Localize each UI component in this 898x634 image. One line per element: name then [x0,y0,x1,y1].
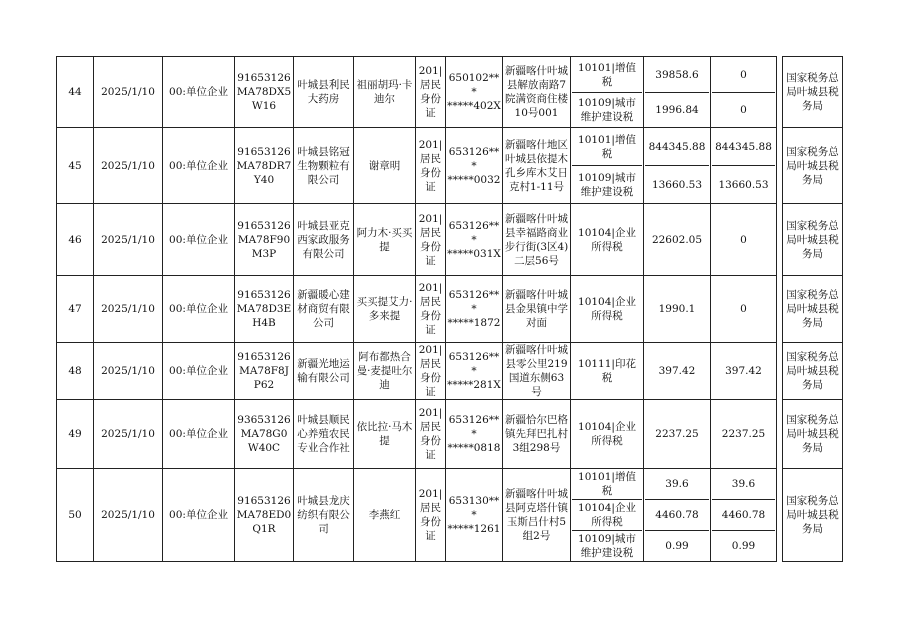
tax-owed-cell: 844345.88 [715,140,772,153]
tax-item-cell: 10109|城市维护建设税 [572,92,642,127]
id-number: 653130*** *****1261 [446,469,503,562]
row-number: 47 [57,276,94,343]
business-address: 新疆喀什叶城县幸福路商业步行街(3区4)二层56号 [503,204,571,276]
id-type: 201|居民身份证 [416,469,446,562]
row-date: 2025/1/10 [94,343,163,400]
taxpayer-type: 00:单位企业 [163,128,235,204]
tax-item-cell: 10109|城市维护建设税 [572,531,642,562]
table-row [57,128,843,204]
credit-code: 91653126MA78DX5W16 [235,57,294,128]
id-type: 201|居民身份证 [416,276,446,343]
tax-item-cell: 10104|企业所得税 [578,296,636,322]
id-number: 653126*** *****281X [446,343,503,400]
taxpayer-type: 00:单位企业 [163,400,235,469]
tax-item-cell: 10111|印花税 [578,358,636,384]
tax-owed-cell: 0 [740,68,747,81]
table-row [57,57,843,128]
taxpayer-name: 新疆暖心建材商贸有限公司 [294,276,354,343]
id-type: 201|居民身份证 [416,57,446,128]
business-address: 新疆喀什叶城县零公里219国道东侧63号 [503,343,571,400]
row-date: 2025/1/10 [94,57,163,128]
credit-code: 93653126MA78G0W40C [235,400,294,469]
business-address: 新疆喀什叶城县解放南路7院满资商住楼10号001 [503,57,571,128]
tax-owed [711,204,777,276]
taxpayer-name: 叶城县龙庆纺织有限公司 [294,469,354,562]
business-address: 新疆恰尔巴格镇先拜巴扎村3组298号 [503,400,571,469]
legal-representative: 阿布都热合曼·麦提吐尔迪 [354,343,416,400]
legal-representative: 谢章明 [354,128,416,204]
legal-representative: 买买提艾力·多来提 [354,276,416,343]
tax-amount [644,57,711,128]
credit-code: 91653126MA78ED0Q1R [235,469,294,562]
id-number: 653126*** *****0818 [446,400,503,469]
tax-item [571,276,644,343]
tax-amount [644,276,711,343]
tax-amount-cell: 39.6 [665,478,689,490]
tax-authority: 国家税务总局叶城县税务局 [783,469,843,562]
tax-owed [711,400,777,469]
id-type: 201|居民身份证 [416,128,446,204]
credit-code: 91653126MA78F8JP62 [235,343,294,400]
taxpayer-type: 00:单位企业 [163,469,235,562]
tax-arrears-table [56,56,843,562]
tax-amount-cell: 1996.84 [645,92,709,127]
legal-representative: 李燕红 [354,469,416,562]
tax-amount-cell: 0.99 [645,531,709,562]
id-type: 201|居民身份证 [416,400,446,469]
tax-authority: 国家税务总局叶城县税务局 [783,204,843,276]
table-row [57,276,843,343]
tax-owed-cell: 397.42 [725,365,762,377]
tax-owed-cell: 39.6 [731,478,756,490]
row-date: 2025/1/10 [94,469,163,562]
tax-item-cell: 10101|增值税 [578,471,636,497]
tax-owed-cell: 2237.25 [721,428,766,440]
row-number: 44 [57,57,94,128]
tax-owed [711,128,777,204]
tax-item-cell: 10104|企业所得税 [578,226,636,253]
business-address: 新疆喀什叶城县金果镇中学对面 [503,276,571,343]
row-number: 50 [57,469,94,562]
legal-representative: 阿力木·买买提 [354,204,416,276]
credit-code: 91653126MA78D3EH4B [235,276,294,343]
tax-owed [711,343,777,400]
tax-amount-cell: 13660.53 [645,166,709,204]
id-number: 653126*** *****1872 [446,276,503,343]
taxpayer-type: 00:单位企业 [163,276,235,343]
tax-item [571,204,644,276]
tax-owed-cell: 13660.53 [712,166,775,204]
business-address: 新疆喀什叶城县阿克塔什镇玉斯吕什村5组2号 [503,469,571,562]
id-type: 201|居民身份证 [416,343,446,400]
tax-item-cell: 10104|企业所得税 [578,421,636,447]
tax-item [571,400,644,469]
tax-owed [711,276,777,343]
tax-owed [711,57,777,128]
taxpayer-type: 00:单位企业 [163,204,235,276]
tax-owed-cell: 0 [740,303,747,315]
tax-amount [644,204,711,276]
taxpayer-name: 新疆光地运输有限公司 [294,343,354,400]
tax-amount-cell: 1990.1 [658,303,696,315]
tax-amount-cell: 844345.88 [648,140,706,153]
taxpayer-name: 叶城县利民大药房 [294,57,354,128]
taxpayer-type: 00:单位企业 [163,343,235,400]
row-date: 2025/1/10 [94,276,163,343]
credit-code: 91653126MA78DR7Y40 [235,128,294,204]
tax-item [571,57,644,128]
tax-owed-cell: 4460.78 [712,500,775,531]
id-number: 653126*** *****031X [446,204,503,276]
taxpayer-name: 叶城县顺民心养殖农民专业合作社 [294,400,354,469]
tax-authority: 国家税务总局叶城县税务局 [783,400,843,469]
row-number: 46 [57,204,94,276]
row-number: 48 [57,343,94,400]
tax-amount-cell: 4460.78 [645,500,709,531]
id-number: 650102*** *****402X [446,57,503,128]
table-row [57,204,843,276]
tax-item [571,343,644,400]
tax-owed-cell: 0 [712,92,775,127]
tax-owed-cell: 0.99 [712,531,775,562]
taxpayer-name: 叶城县铭冠生物颗粒有限公司 [294,128,354,204]
legal-representative: 依比拉·马木提 [354,400,416,469]
table-row [57,343,843,400]
tax-owed-cell: 0 [740,233,747,246]
row-number: 45 [57,128,94,204]
tax-amount [644,128,711,204]
tax-owed [711,469,777,562]
tax-amount-cell: 2237.25 [655,428,699,440]
tax-amount [644,343,711,400]
tax-item-cell: 10109|城市维护建设税 [572,166,642,204]
tax-authority: 国家税务总局叶城县税务局 [783,343,843,400]
tax-item-cell: 10101|增值税 [578,133,636,160]
tax-amount [644,469,711,562]
id-number: 653126*** *****0032 [446,128,503,204]
business-address: 新疆喀什地区叶城县依提木孔乡库木艾日克村1-11号 [503,128,571,204]
tax-authority: 国家税务总局叶城县税务局 [783,128,843,204]
legal-representative: 祖丽胡玛·卡迪尔 [354,57,416,128]
taxpayer-name: 叶城县亚克西家政服务有限公司 [294,204,354,276]
tax-amount [644,400,711,469]
tax-amount-cell: 22602.05 [651,233,703,246]
tax-authority: 国家税务总局叶城县税务局 [783,57,843,128]
table-row [57,400,843,469]
table-row [57,469,843,562]
row-number: 49 [57,400,94,469]
row-date: 2025/1/10 [94,128,163,204]
tax-amount-cell: 39858.6 [655,68,699,81]
tax-item-cell: 10104|企业所得税 [572,500,642,531]
tax-amount-cell: 397.42 [658,365,696,377]
row-date: 2025/1/10 [94,400,163,469]
tax-item [571,469,644,562]
credit-code: 91653126MA78F90M3P [235,204,294,276]
taxpayer-type: 00:单位企业 [163,57,235,128]
tax-item [571,128,644,204]
tax-authority: 国家税务总局叶城县税务局 [783,276,843,343]
id-type: 201|居民身份证 [416,204,446,276]
row-date: 2025/1/10 [94,204,163,276]
tax-item-cell: 10101|增值税 [578,61,636,88]
